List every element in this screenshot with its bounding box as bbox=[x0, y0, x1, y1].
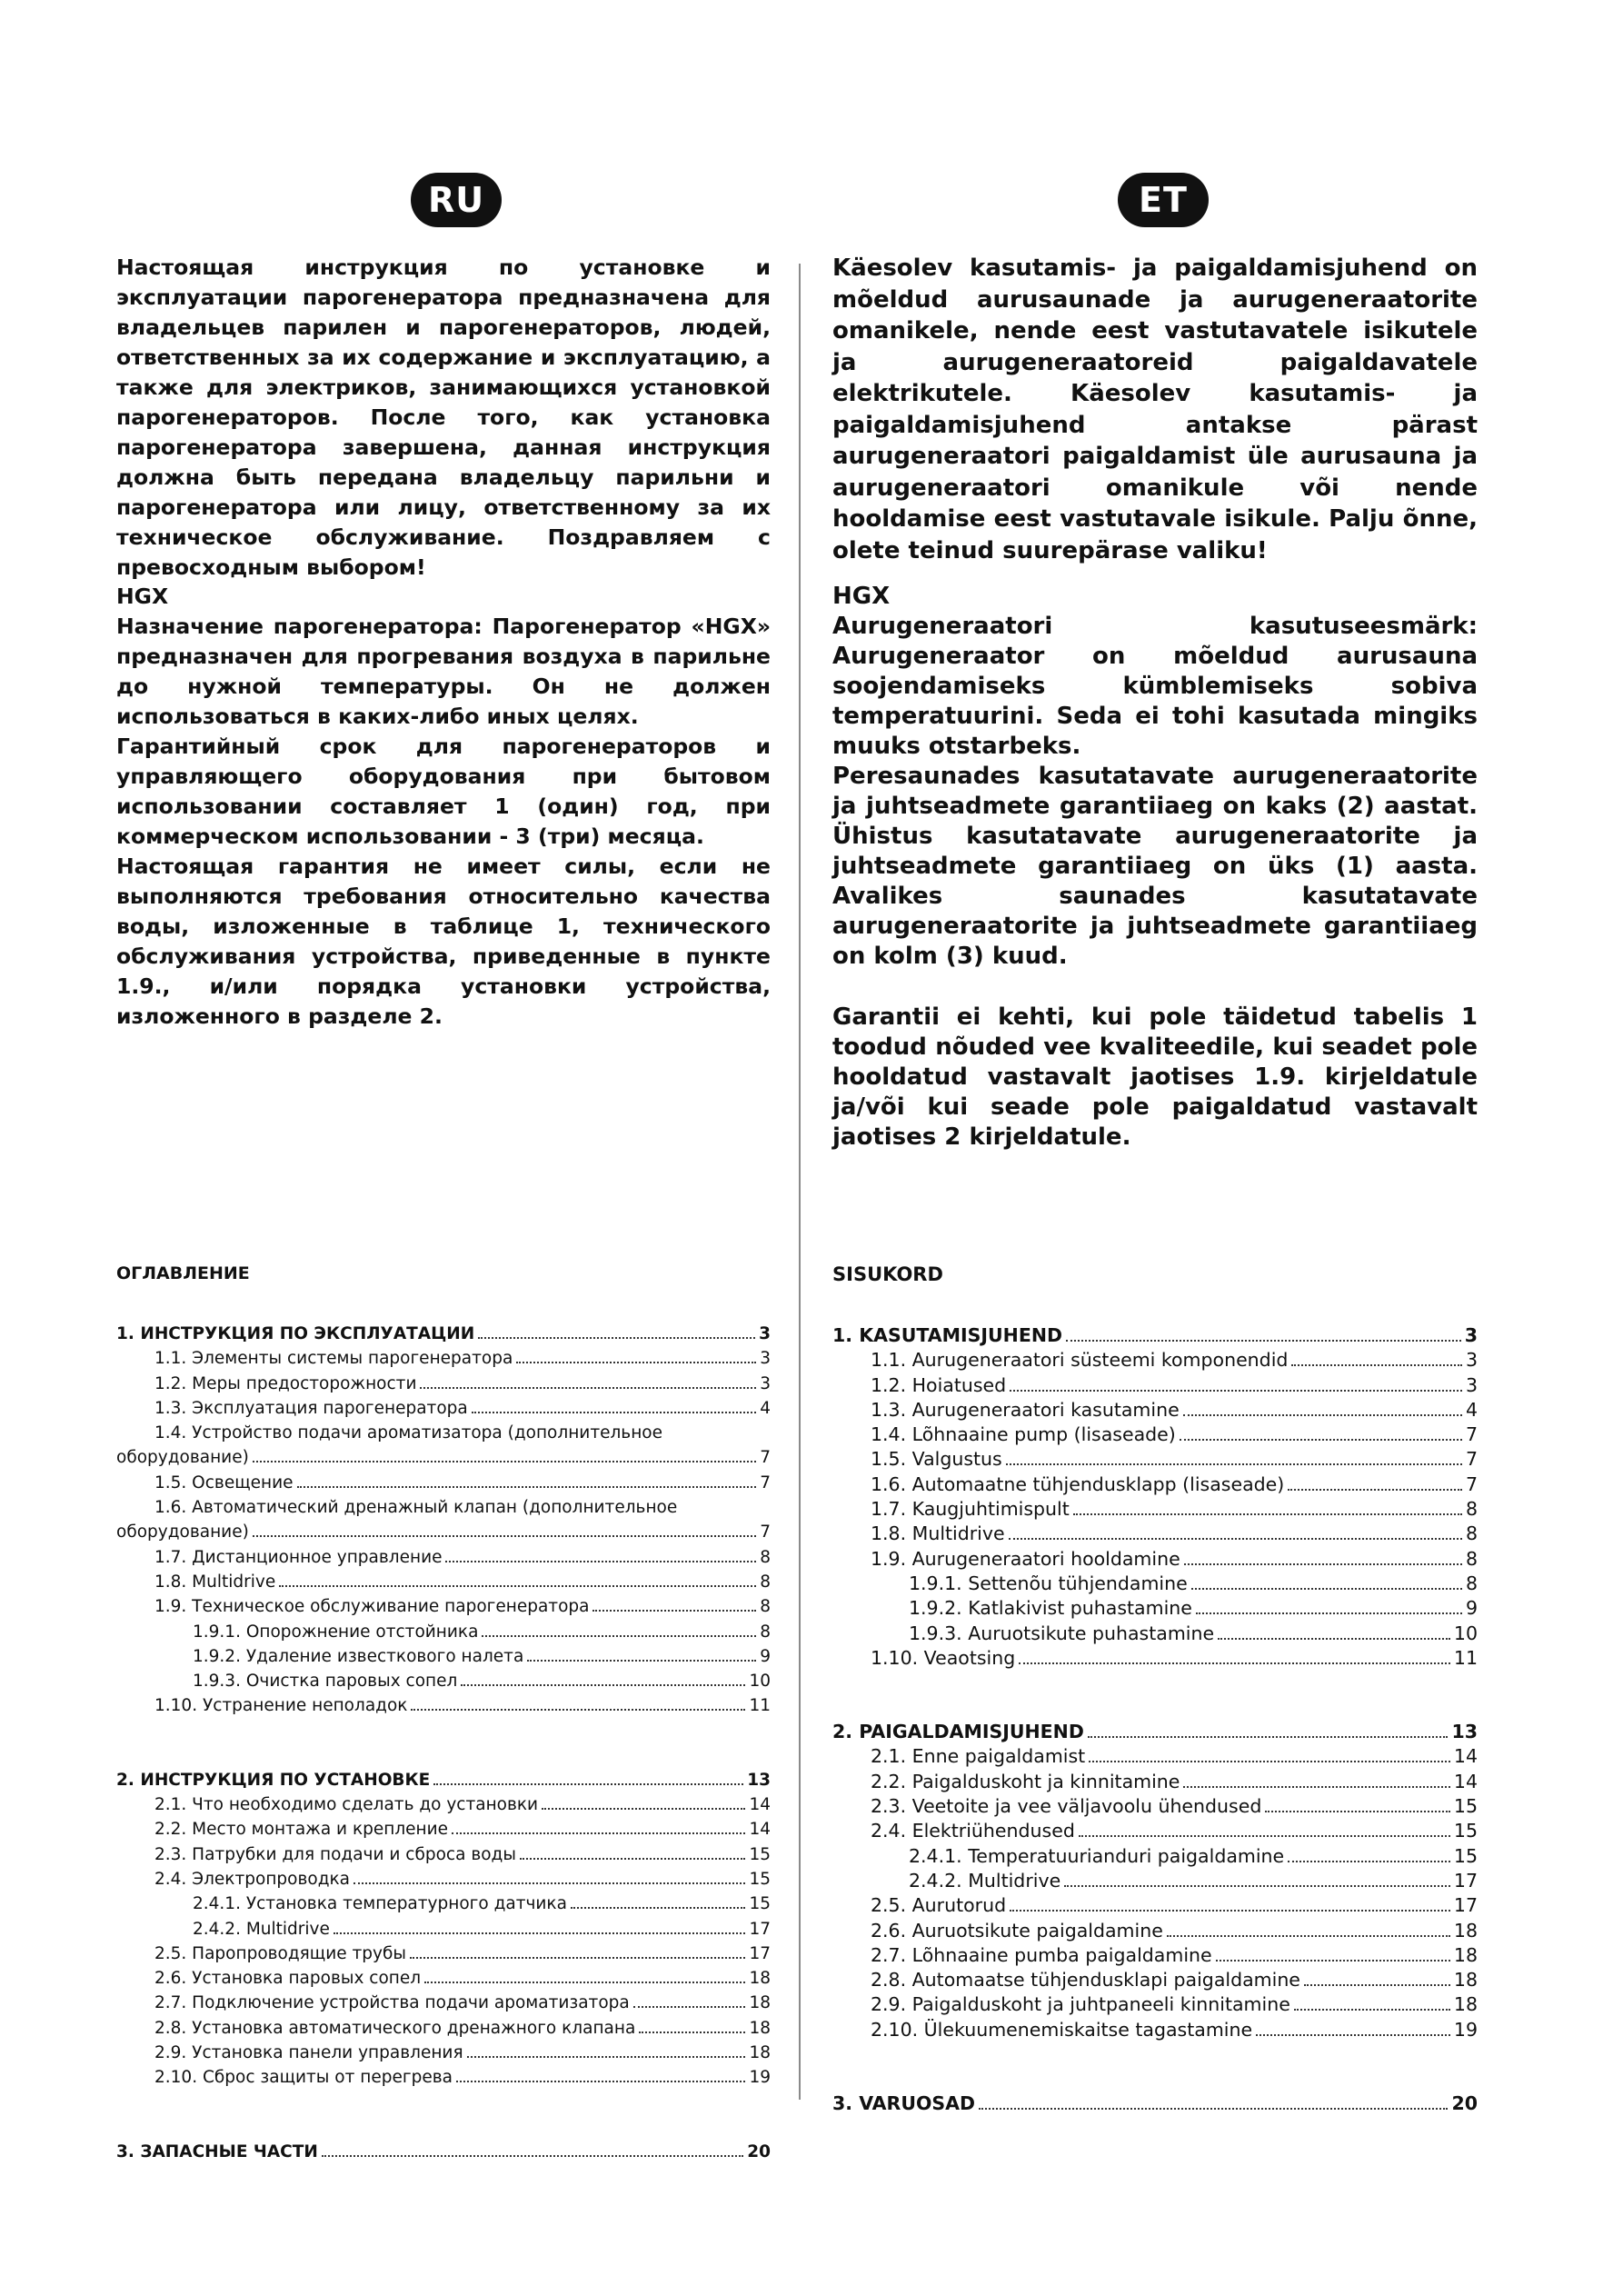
toc-entry-label: 2.4.2. Multidrive bbox=[193, 1919, 330, 1939]
toc-entry-label: 2.4.2. Multidrive bbox=[909, 1869, 1061, 1892]
toc-entry-page: 15 bbox=[749, 1869, 771, 1889]
toc-entry-page: 14 bbox=[749, 1820, 771, 1840]
toc-entry-label: 1.9.2. Удаление известкового налета bbox=[193, 1646, 524, 1666]
toc-entry-label: 1.3. Aurugeneraatori kasutamine bbox=[871, 1398, 1180, 1421]
toc-leader-dots bbox=[527, 1660, 756, 1662]
toc-entry-page: 13 bbox=[747, 1770, 771, 1790]
toc-leader-dots bbox=[1265, 1811, 1450, 1812]
toc-entry-label: 1.7. Дистанционное управление bbox=[154, 1547, 443, 1567]
toc-entry-label: 2.6. Установка паровых сопел bbox=[154, 1969, 422, 1989]
toc-entry bbox=[116, 1917, 771, 1942]
toc-entry-page: 17 bbox=[749, 1943, 771, 1963]
toc-leader-dots bbox=[334, 1932, 746, 1934]
toc-entry-label: 1. ИНСТРУКЦИЯ ПО ЭКСПЛУАТАЦИИ bbox=[116, 1324, 475, 1343]
toc-entry-page: 15 bbox=[749, 1844, 771, 1864]
toc-entry-page: 18 bbox=[749, 2043, 771, 2063]
toc-entry bbox=[116, 1594, 771, 1619]
toc-leader-dots bbox=[253, 1461, 756, 1462]
toc-entry-label: 2.10. Сброс защиты от перегрева bbox=[154, 2068, 453, 2088]
toc-entry bbox=[832, 1596, 1478, 1621]
toc-entry-label: 2. ИНСТРУКЦИЯ ПО УСТАНОВКЕ bbox=[116, 1770, 431, 1790]
toc-entry-page: 11 bbox=[749, 1696, 771, 1716]
toc-list-et bbox=[832, 1323, 1478, 2116]
toc-leader-dots bbox=[433, 1783, 743, 1785]
toc-leader-dots bbox=[542, 1808, 745, 1810]
toc-entry-label: 2.2. Paigalduskoht ja kinnitamine bbox=[871, 1770, 1180, 1792]
toc-leader-dots bbox=[279, 1585, 756, 1587]
toc-leader-dots bbox=[1288, 1489, 1462, 1491]
toc-leader-dots bbox=[1183, 1786, 1449, 1788]
toc-leader-dots bbox=[1006, 1463, 1462, 1465]
toc-entry bbox=[116, 1817, 771, 1842]
toc-entry bbox=[116, 1471, 771, 1495]
toc-entry bbox=[116, 1322, 771, 1346]
toc-entry bbox=[832, 1919, 1478, 1943]
toc-leader-dots bbox=[253, 1535, 756, 1537]
toc-entry bbox=[116, 1693, 771, 1718]
toc-entry-label: 1.5. Освещение bbox=[154, 1472, 294, 1492]
toc-leader-dots bbox=[1079, 1835, 1450, 1837]
toc-entry-page: 8 bbox=[1465, 1498, 1478, 1521]
toc-entry-label: 1.3. Эксплуатация парогенератора bbox=[154, 1398, 468, 1418]
toc-leader-dots bbox=[1218, 1638, 1450, 1640]
intro-paragraph-ru: Настоящая инструкция по установке и эксплуатации парогенератора предназначена для владельцев парилен и парогенераторов, людей, ответственных за их содержание и эксплуатацию, а также для электриков, занимающихся установкой парогенераторов. После того, как установка парогенератора завершена, данная инструкция должна быть передана владельцу парильни и парогенератора или лицу, ответственному за их техническое обслуживание. Поздравляем с превосходным выбором! bbox=[116, 255, 771, 580]
toc-entry-page: 15 bbox=[749, 1894, 771, 1914]
toc-entry-page: 19 bbox=[1453, 2018, 1478, 2041]
toc-leader-dots bbox=[639, 2031, 745, 2033]
toc-entry-page: 20 bbox=[1451, 2092, 1478, 2115]
toc-entry-label: 1.4. Lõhnaaine pump (lisaseade) bbox=[871, 1423, 1176, 1446]
toc-leader-dots bbox=[478, 1337, 755, 1339]
toc-leader-dots bbox=[979, 2108, 1448, 2110]
toc-entry-page: 18 bbox=[1453, 1943, 1478, 1966]
toc-entry bbox=[116, 1669, 771, 1693]
toc-entry-page: 17 bbox=[1453, 1894, 1478, 1917]
toc-entry bbox=[832, 1522, 1478, 1546]
toc-entry-page: 8 bbox=[1465, 1572, 1478, 1594]
toc-entry-page: 10 bbox=[749, 1672, 771, 1692]
toc-entry-page: 14 bbox=[749, 1795, 771, 1815]
toc-leader-dots bbox=[1009, 1538, 1462, 1540]
toc-leader-dots bbox=[297, 1486, 757, 1488]
toc-entry-label: 2.9. Paigalduskoht ja juhtpaneeli kinnitamine bbox=[871, 1993, 1290, 2016]
toc-entry-page: 3 bbox=[1464, 1324, 1478, 1346]
toc-entry-label: 2.2. Место монтажа и крепление bbox=[154, 1820, 449, 1840]
toc-entry bbox=[116, 1842, 771, 1867]
toc-leader-dots bbox=[1167, 1935, 1450, 1937]
toc-leader-dots bbox=[1089, 1761, 1450, 1762]
toc-entry-label: 1. KASUTAMISJUHEND bbox=[832, 1324, 1063, 1346]
toc-entry-page: 8 bbox=[760, 1622, 771, 1642]
warranty-paragraph-ru: Гарантийный срок для парогенераторов и управляющего оборудования при бытовом использовании составляет 1 (один) год, при коммерческом использовании - 3 (три) месяца. bbox=[116, 734, 771, 849]
toc-entry-page: 14 bbox=[1453, 1745, 1478, 1768]
toc-entry-page: 20 bbox=[747, 2141, 771, 2161]
toc-entry bbox=[116, 1396, 771, 1421]
toc-leader-dots bbox=[452, 1832, 745, 1834]
toc-entry bbox=[832, 1794, 1478, 1819]
toc-entry-label: 1.10. Veaotsing bbox=[871, 1646, 1016, 1669]
toc-entry-page: 3 bbox=[1465, 1349, 1478, 1372]
toc-entry-label: 1.9.3. Auruotsikute puhastamine bbox=[909, 1622, 1215, 1644]
toc-entry-label: 1.9. Aurugeneraatori hooldamine bbox=[871, 1547, 1180, 1570]
toc-entry bbox=[832, 1869, 1478, 1893]
toc-entry bbox=[832, 1497, 1478, 1522]
toc-leader-dots bbox=[1291, 1364, 1462, 1366]
toc-entry bbox=[116, 1495, 771, 1545]
toc-entry bbox=[832, 1447, 1478, 1472]
toc-entry-label: 1.9.2. Katlakivist puhastamine bbox=[909, 1597, 1192, 1620]
toc-entry bbox=[832, 1423, 1478, 1447]
toc-entry bbox=[832, 1323, 1478, 1348]
toc-entry-page: 4 bbox=[1465, 1398, 1478, 1421]
toc-entry-page: 18 bbox=[1453, 1969, 1478, 1992]
toc-entry bbox=[832, 1547, 1478, 1572]
toc-entry bbox=[832, 1622, 1478, 1646]
toc-entry-label: 2.3. Veetoite ja vee väljavoolu ühendused bbox=[871, 1795, 1262, 1818]
table-of-contents-et bbox=[832, 1263, 1478, 2116]
toc-leader-dots bbox=[482, 1635, 756, 1637]
toc-entry-label: 1.1. Aurugeneraatori süsteemi komponendid bbox=[871, 1349, 1289, 1372]
toc-leader-dots bbox=[1191, 1588, 1462, 1590]
toc-leader-dots bbox=[410, 1957, 745, 1959]
toc-title-et: SISUKORD bbox=[832, 1263, 943, 1285]
toc-entry-page: 7 bbox=[760, 1472, 771, 1492]
toc-leader-dots bbox=[592, 1610, 756, 1612]
toc-entry bbox=[832, 1819, 1478, 1843]
toc-entry-label: 2.7. Подключение устройства подачи ароматизатора bbox=[154, 1993, 630, 2013]
toc-entry bbox=[116, 1346, 771, 1371]
toc-leader-dots bbox=[472, 1412, 757, 1413]
toc-entry bbox=[832, 1893, 1478, 1918]
toc-entry-page: 15 bbox=[1453, 1820, 1478, 1842]
toc-entry-label: 2. PAIGALDAMISJUHEND bbox=[832, 1721, 1084, 1743]
toc-entry-page: 3 bbox=[760, 1373, 771, 1393]
toc-entry-page: 9 bbox=[760, 1646, 771, 1666]
toc-entry bbox=[832, 1992, 1478, 2017]
toc-entry bbox=[832, 1770, 1478, 1794]
toc-entry bbox=[832, 1844, 1478, 1869]
toc-entry-page: 7 bbox=[1465, 1472, 1478, 1495]
toc-entry-label: 2.1. Enne paigaldamist bbox=[871, 1745, 1086, 1768]
toc-entry-page: 15 bbox=[1453, 1795, 1478, 1818]
toc-entry-label: 2.8. Установка автоматического дренажного клапана bbox=[154, 2018, 636, 2038]
toc-entry bbox=[116, 1966, 771, 1991]
toc-leader-dots bbox=[571, 1907, 746, 1909]
toc-leader-dots bbox=[322, 2155, 743, 2157]
toc-entry-label: 1.5. Valgustus bbox=[871, 1448, 1002, 1471]
guarantee-paragraph-ru: Настоящая гарантия не имеет силы, если не выполняются требования относительно качества воды, изложенные в таблице 1, технического обслуживания устройства, приведенные в пункте 1.9., и/или порядка установки устройства, изложенного в разделе 2. bbox=[116, 854, 771, 1029]
toc-entry-page: 8 bbox=[760, 1572, 771, 1592]
toc-entry bbox=[116, 1570, 771, 1594]
toc-entry-page: 18 bbox=[1453, 1993, 1478, 2016]
toc-entry-page: 7 bbox=[760, 1448, 771, 1468]
toc-entry-label: 1.1. Элементы системы парогенератора bbox=[154, 1349, 513, 1369]
toc-entry-label: 2.8. Automaatse tühjendusklapi paigaldamine bbox=[871, 1969, 1300, 1992]
toc-leader-dots bbox=[1066, 1340, 1461, 1342]
toc-entry-label: 3. VARUOSAD bbox=[832, 2092, 976, 2115]
toc-entry-label: 1.9.3. Очистка паровых сопел bbox=[193, 1672, 458, 1692]
toc-entry bbox=[116, 2016, 771, 2041]
toc-entry bbox=[832, 2018, 1478, 2042]
toc-entry-page: 11 bbox=[1453, 1646, 1478, 1669]
toc-entry bbox=[832, 1646, 1478, 1671]
toc-entry bbox=[116, 2065, 771, 2090]
toc-entry-page: 17 bbox=[749, 1919, 771, 1939]
toc-entry-page: 19 bbox=[749, 2068, 771, 2088]
toc-entry-label: 2.10. Ülekuumenemiskaitse tagastamine bbox=[871, 2018, 1253, 2041]
toc-entry-page: 17 bbox=[1453, 1869, 1478, 1892]
toc-entry-page: 8 bbox=[760, 1547, 771, 1567]
hgx-title-ru: HGX bbox=[116, 584, 169, 609]
toc-entry-page: 14 bbox=[1453, 1770, 1478, 1792]
toc-leader-dots bbox=[467, 2056, 746, 2058]
toc-entry-label: 2.1. Что необходимо сделать до установки bbox=[154, 1795, 539, 1815]
toc-entry-page: 18 bbox=[1453, 1919, 1478, 1942]
toc-leader-dots bbox=[516, 1362, 756, 1363]
toc-leader-dots bbox=[1288, 1861, 1450, 1862]
toc-leader-dots bbox=[1010, 1390, 1462, 1392]
toc-entry bbox=[116, 1892, 771, 1916]
language-badge-et: ET bbox=[1118, 173, 1209, 227]
toc-entry bbox=[116, 1620, 771, 1644]
toc-entry-label: 2.3. Патрубки для подачи и сброса воды bbox=[154, 1844, 516, 1864]
toc-entry-label: 2.6. Auruotsikute paigaldamine bbox=[871, 1919, 1163, 1942]
toc-entry-page: 7 bbox=[1465, 1423, 1478, 1446]
toc-entry-label: 1.7. Kaugjuhtimispult bbox=[871, 1498, 1070, 1521]
toc-leader-dots bbox=[456, 2081, 746, 2082]
toc-entry-page: 18 bbox=[749, 1993, 771, 2013]
toc-leader-dots bbox=[445, 1561, 756, 1562]
toc-leader-dots bbox=[411, 1709, 745, 1711]
toc-entry bbox=[832, 1472, 1478, 1497]
toc-entry bbox=[832, 1943, 1478, 1968]
toc-title-ru: ОГЛАВЛЕНИЕ bbox=[116, 1263, 250, 1283]
toc-leader-dots bbox=[633, 2006, 746, 2008]
toc-leader-dots bbox=[1019, 1662, 1450, 1664]
toc-entry-label: 1.6. Автоматический дренажный клапан (дополнительное bbox=[154, 1498, 678, 1518]
toc-entry-page: 8 bbox=[1465, 1522, 1478, 1545]
purpose-paragraph-ru: Назначение парогенератора: Парогенератор «HGX» предназначен для прогревания воздуха в парильне до нужной температуры. Он не должен использоваться в каких-либо иных целях. bbox=[116, 614, 771, 729]
toc-entry bbox=[116, 1991, 771, 2015]
toc-leader-dots bbox=[420, 1387, 756, 1389]
toc-entry-page: 3 bbox=[760, 1349, 771, 1369]
toc-entry-page: 4 bbox=[760, 1398, 771, 1418]
toc-entry bbox=[116, 1768, 771, 1792]
toc-entry-page: 8 bbox=[1465, 1547, 1478, 1570]
toc-entry-page: 10 bbox=[1453, 1622, 1478, 1644]
intro-paragraph-et: Käesolev kasutamis- ja paigaldamisjuhend on mõeldud aurusaunade ja aurugeneraatorite omanikele, nende eest vastutavatele isikutele ja aurugeneraatoreid paigaldavatele elektrikutele. Käesolev kasutamis- ja paigaldamisjuhend antakse pärast aurugeneraatori paigaldamist üle aurusauna ja aurugeneraatori omanikule või nende hooldamise eest vastutavale isikule. Palju õnne, olete teinud suurepärase valiku! bbox=[832, 255, 1478, 564]
toc-entry-page: 3 bbox=[759, 1324, 771, 1343]
toc-entry-label: 2.4.1. Temperatuurianduri paigaldamine bbox=[909, 1844, 1285, 1867]
toc-leader-dots bbox=[353, 1882, 745, 1884]
toc-entry-label-continued: оборудование) bbox=[116, 1522, 249, 1542]
toc-list-ru bbox=[116, 1322, 771, 2164]
toc-entry-label: 1.9.1. Settenõu tühjendamine bbox=[909, 1572, 1188, 1594]
toc-leader-dots bbox=[1073, 1513, 1462, 1515]
toc-entry bbox=[832, 1398, 1478, 1423]
toc-leader-dots bbox=[1183, 1414, 1462, 1416]
toc-leader-dots bbox=[1196, 1612, 1462, 1614]
column-divider bbox=[799, 264, 801, 2100]
toc-entry-label: 2.7. Lõhnaaine pumba paigaldamine bbox=[871, 1943, 1212, 1966]
toc-leader-dots bbox=[1064, 1885, 1450, 1887]
toc-entry bbox=[116, 1372, 771, 1396]
purpose-paragraph-et: Aurugeneraatori kasutuseesmärk: Aurugeneraator on mõeldud aurusauna soojendamiseks kümblemiseks sobiva temperatuurini. Seda ei tohi kasutada mingiks muuks otstarbeks. bbox=[832, 613, 1478, 760]
toc-leader-dots bbox=[1010, 1910, 1450, 1912]
toc-entry-label-continued: оборудование) bbox=[116, 1448, 249, 1468]
toc-leader-dots bbox=[1184, 1563, 1462, 1565]
toc-entry bbox=[116, 1867, 771, 1892]
toc-entry bbox=[116, 2041, 771, 2065]
toc-entry-label: 1.6. Automaatne tühjendusklapp (lisaseade) bbox=[871, 1472, 1285, 1495]
toc-leader-dots bbox=[424, 1982, 745, 1983]
toc-entry-label: 1.9. Техническое обслуживание парогенератора bbox=[154, 1597, 590, 1617]
toc-entry-label: 2.5. Паропроводящие трубы bbox=[154, 1943, 406, 1963]
toc-leader-dots bbox=[1180, 1439, 1462, 1441]
toc-entry-label: 1.2. Меры предосторожности bbox=[154, 1373, 417, 1393]
toc-leader-dots bbox=[1256, 2034, 1450, 2036]
toc-entry bbox=[116, 1792, 771, 1817]
toc-entry bbox=[832, 1572, 1478, 1596]
toc-entry-label: 1.8. Multidrive bbox=[154, 1572, 276, 1592]
toc-entry-page: 8 bbox=[760, 1597, 771, 1617]
toc-entry bbox=[832, 1744, 1478, 1769]
toc-entry-page: 13 bbox=[1451, 1721, 1478, 1743]
toc-entry-label: 2.5. Aurutorud bbox=[871, 1894, 1007, 1917]
toc-entry-page: 3 bbox=[1465, 1373, 1478, 1396]
toc-entry-label: 1.8. Multidrive bbox=[871, 1522, 1005, 1545]
hgx-section-ru bbox=[116, 582, 771, 1032]
language-badge-ru: RU bbox=[411, 173, 502, 227]
toc-entry-page: 18 bbox=[749, 1969, 771, 1989]
toc-entry-page: 18 bbox=[749, 2018, 771, 2038]
toc-entry bbox=[116, 1942, 771, 1966]
toc-entry bbox=[832, 1720, 1478, 1744]
toc-entry-label: 2.4. Elektriühendused bbox=[871, 1820, 1075, 1842]
toc-entry-label: 1.10. Устранение неполадок bbox=[154, 1696, 408, 1716]
toc-entry bbox=[116, 2140, 771, 2164]
toc-leader-dots bbox=[1088, 1736, 1449, 1738]
toc-entry-label: 2.4.1. Установка температурного датчика bbox=[193, 1894, 567, 1914]
toc-entry bbox=[832, 2091, 1478, 2116]
toc-entry-label: 1.2. Hoiatused bbox=[871, 1373, 1007, 1396]
toc-leader-dots bbox=[1294, 2009, 1450, 2011]
toc-entry-label: 2.9. Установка панели управления bbox=[154, 2043, 463, 2063]
hgx-title-et: HGX bbox=[832, 583, 891, 610]
toc-entry bbox=[116, 1421, 771, 1471]
toc-entry bbox=[832, 1348, 1478, 1373]
table-of-contents-ru bbox=[116, 1263, 771, 2164]
toc-entry bbox=[832, 1968, 1478, 1992]
toc-leader-dots bbox=[520, 1858, 746, 1860]
toc-entry bbox=[832, 1373, 1478, 1398]
toc-entry-page: 15 bbox=[1453, 1844, 1478, 1867]
toc-leader-dots bbox=[1304, 1984, 1450, 1986]
toc-entry-page: 9 bbox=[1465, 1597, 1478, 1620]
toc-entry bbox=[116, 1545, 771, 1570]
toc-entry-label: 1.9.1. Опорожнение отстойника bbox=[193, 1622, 479, 1642]
toc-entry-label: 2.4. Электропроводка bbox=[154, 1869, 350, 1889]
toc-entry-page: 7 bbox=[760, 1522, 771, 1542]
toc-entry-page: 7 bbox=[1465, 1448, 1478, 1471]
guarantee-paragraph-et: Garantii ei kehti, kui pole täidetud tabelis 1 toodud nõuded vee kvaliteedile, kui seadet pole hooldatud vastavalt jaotises 1.9. kirjeldatule ja/või kui seade pole paigaldatud vastavalt jaotises 2 kirjeldatule. bbox=[832, 1003, 1478, 1151]
toc-entry-label: 1.4. Устройство подачи ароматизатора (дополнительное bbox=[154, 1423, 663, 1443]
hgx-section-et bbox=[832, 582, 1478, 1153]
toc-leader-dots bbox=[461, 1684, 745, 1686]
toc-leader-dots bbox=[1216, 1960, 1450, 1962]
warranty-paragraph-et: Peresaunades kasutatavate aurugeneraatorite ja juhtseadmete garantiiaeg on kaks (2) aastat. Ühistus kasutatavate aurugeneraatorite ja juhtseadmete garantiiaeg on üks (1) aasta. Avalikes saunades kasutatavate aurugeneraatorite ja juhtseadmete garantiiaeg on kolm (3) kuud. bbox=[832, 763, 1478, 970]
toc-entry-label: 3. ЗАПАСНЫЕ ЧАСТИ bbox=[116, 2141, 318, 2161]
toc-entry bbox=[116, 1644, 771, 1669]
